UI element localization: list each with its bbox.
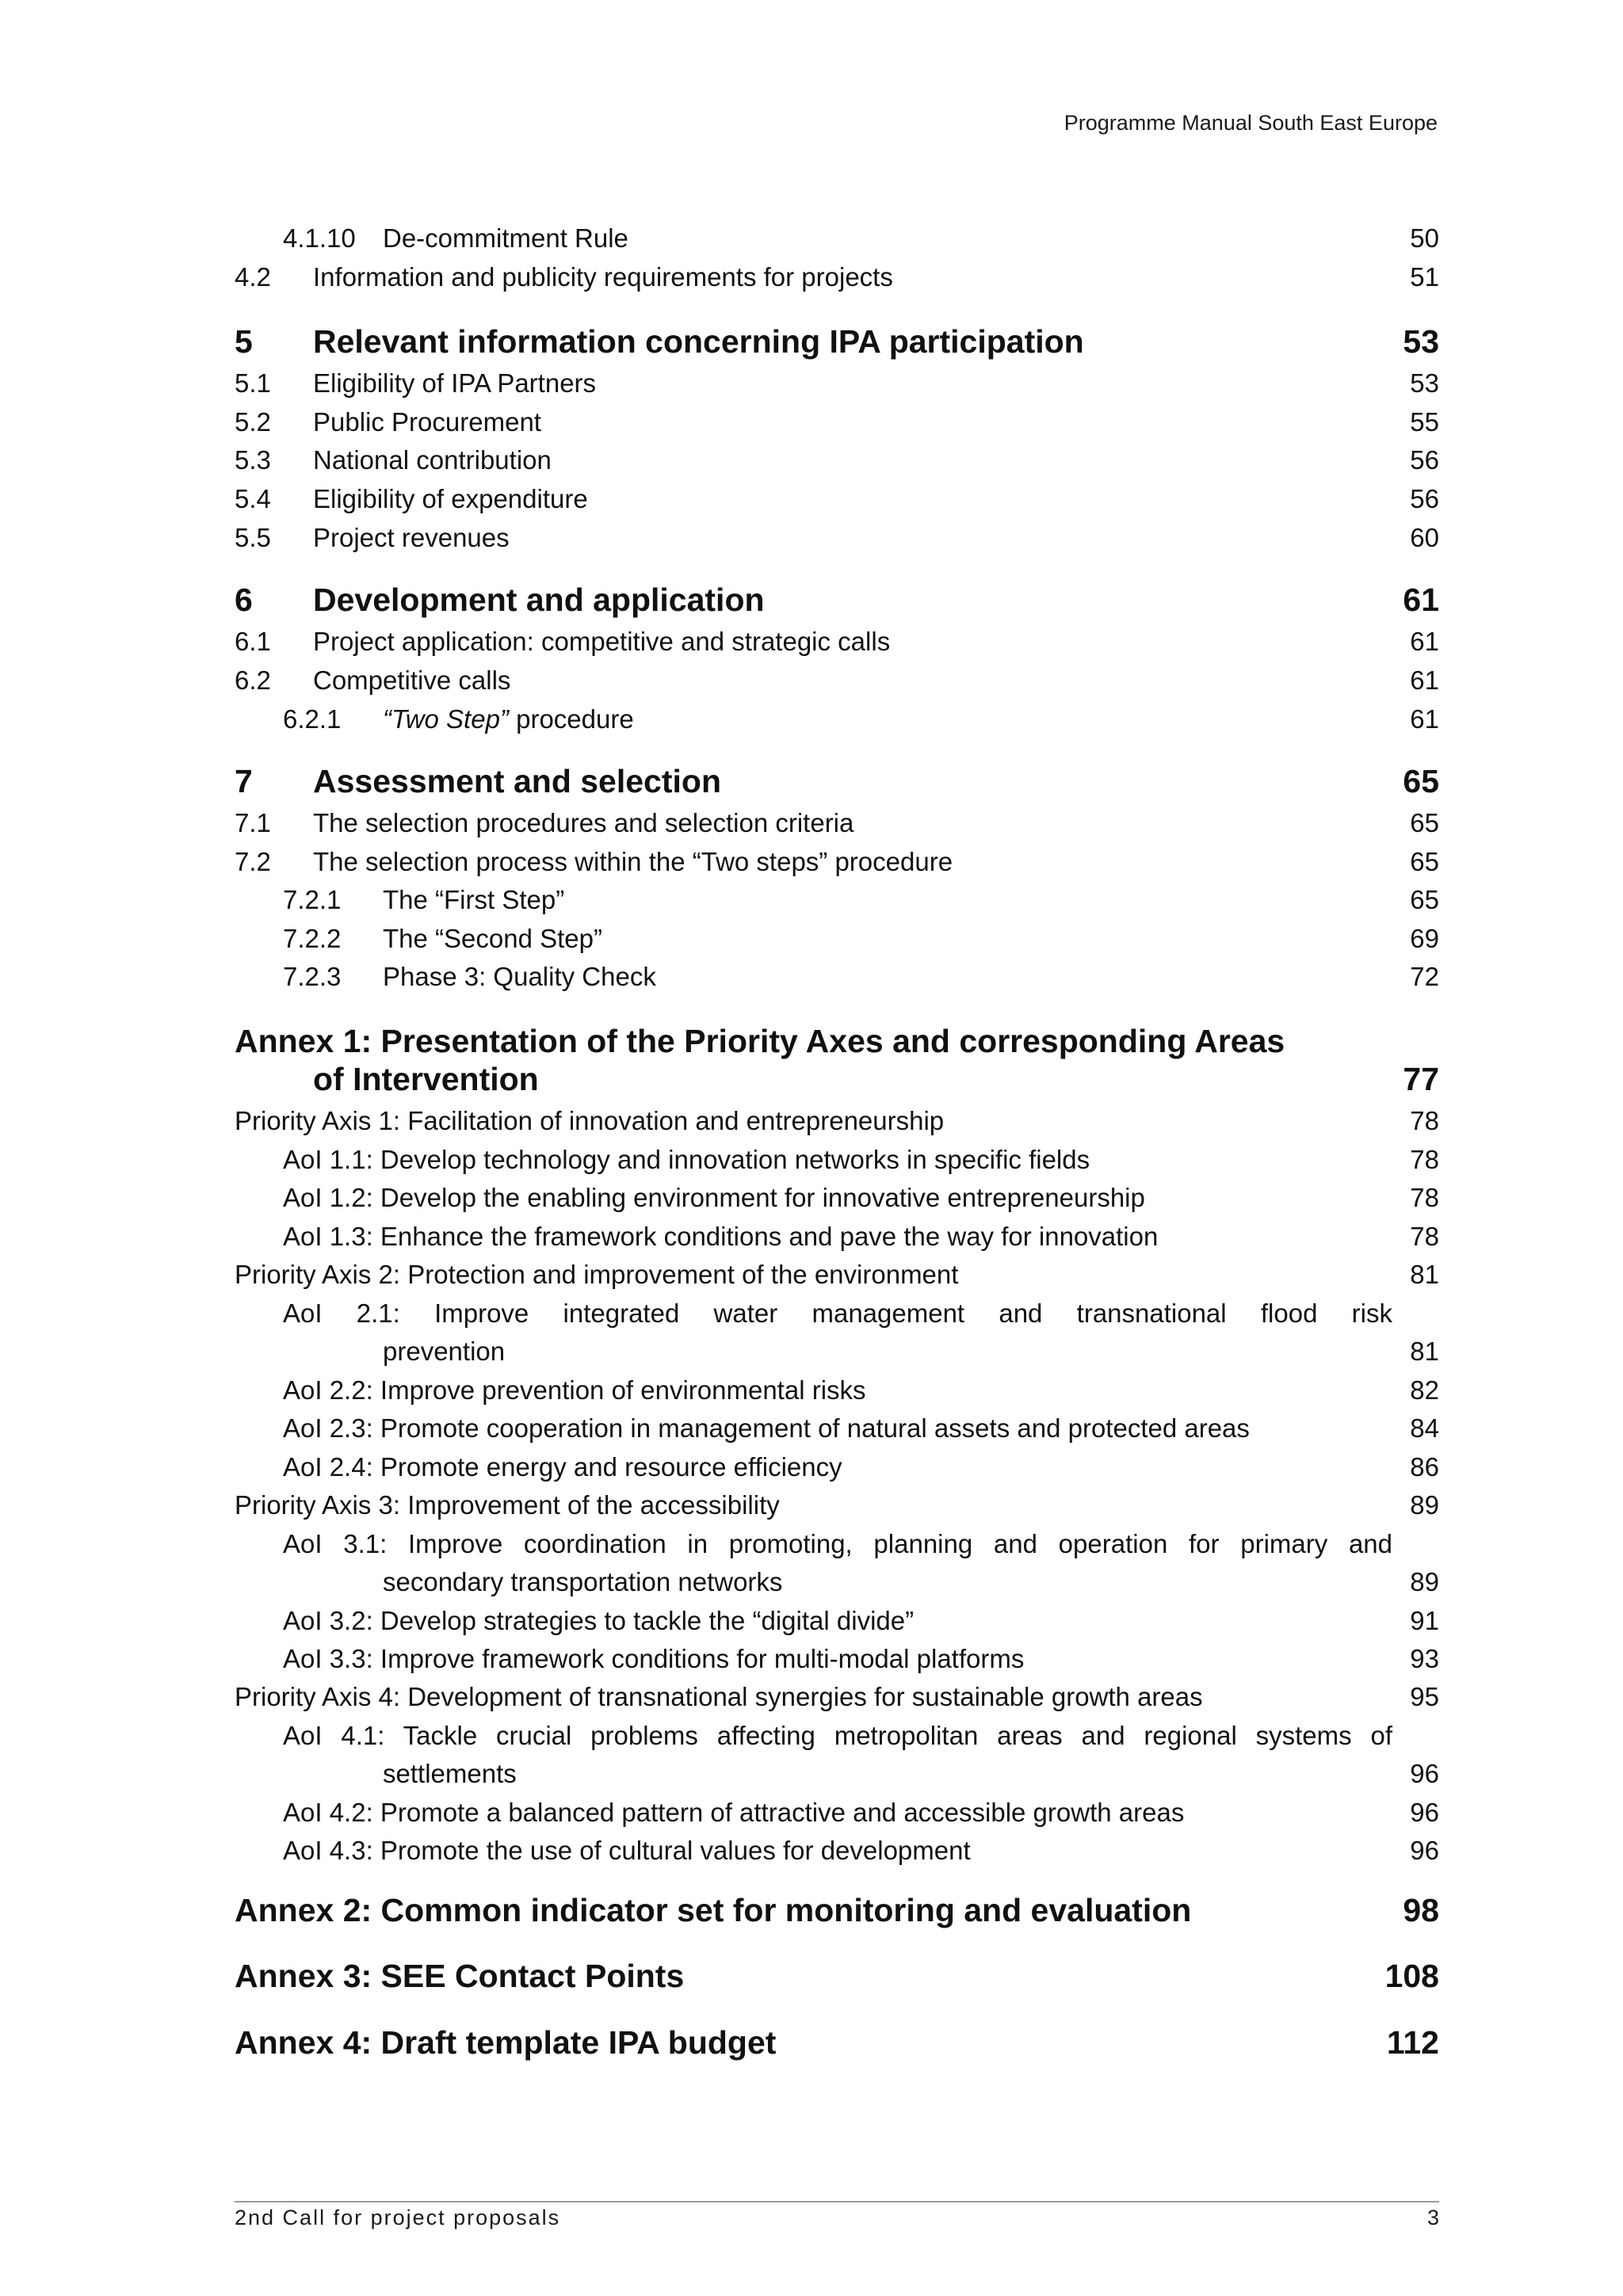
- toc-title: Annex 2: Common indicator set for monitoring and evaluation: [235, 1892, 1192, 1928]
- toc-title: The selection procedures and selection criteria: [313, 808, 854, 837]
- toc-title: AoI 4.1: Tackle crucial problems affecting metropolitan areas and regional systems of: [283, 1721, 1392, 1750]
- toc-page: 72: [1410, 962, 1439, 991]
- toc-title: AoI 2.4: Promote energy and resource efficiency: [283, 1452, 842, 1482]
- toc-title: Information and publicity requirements for projects: [313, 262, 893, 292]
- toc-page: 96: [1410, 1798, 1439, 1827]
- toc-title: Relevant information concerning IPA participation: [313, 323, 1084, 360]
- toc-page: 84: [1410, 1413, 1439, 1443]
- toc-page: 65: [1410, 847, 1439, 876]
- toc-page: 78: [1410, 1145, 1439, 1174]
- toc-page: 61: [1403, 582, 1439, 618]
- toc-page: 65: [1410, 808, 1439, 837]
- toc-title: AoI 3.2: Develop strategies to tackle the “digital divide”: [283, 1606, 915, 1635]
- toc-title: AoI 4.3: Promote the use of cultural values for development: [283, 1836, 971, 1865]
- toc-page: 77: [1403, 1061, 1439, 1097]
- toc-number: 4.2: [235, 262, 271, 292]
- toc-number: 5.1: [235, 368, 271, 398]
- toc-title: Annex 3: SEE Contact Points: [235, 1958, 685, 1994]
- toc-title-continued: of Intervention: [313, 1061, 539, 1097]
- toc-page: 78: [1410, 1183, 1439, 1212]
- toc-number: 7.2: [235, 847, 271, 876]
- toc-number: 7.2.1: [283, 885, 342, 914]
- toc-number: 6: [235, 582, 253, 618]
- toc-title: AoI 1.1: Develop technology and innovation networks in specific fields: [283, 1145, 1090, 1174]
- toc-page: 61: [1410, 627, 1439, 656]
- toc-page: 55: [1410, 407, 1439, 437]
- toc-page: 65: [1410, 885, 1439, 914]
- toc-page: 78: [1410, 1106, 1439, 1135]
- toc-page: 95: [1410, 1682, 1439, 1711]
- toc-page: 91: [1410, 1606, 1439, 1635]
- toc-number: 7.2.3: [283, 962, 342, 991]
- toc-page: 78: [1410, 1222, 1439, 1251]
- toc-title-continued: prevention: [383, 1337, 506, 1366]
- toc-page: 51: [1410, 262, 1439, 292]
- toc-page: 93: [1410, 1644, 1439, 1673]
- toc-title: AoI 3.1: Improve coordination in promoting, planning and operation for primary and: [283, 1529, 1392, 1558]
- toc-page: 61: [1410, 666, 1439, 695]
- toc-page: 65: [1403, 763, 1439, 799]
- toc-number: 7.1: [235, 808, 271, 837]
- toc-number: 5.4: [235, 484, 271, 513]
- toc-title: The selection process within the “Two steps” procedure: [313, 847, 953, 876]
- toc-title: AoI 2.2: Improve prevention of environmental risks: [283, 1375, 866, 1405]
- toc-number: 7: [235, 763, 253, 799]
- toc-title: Project application: competitive and strategic calls: [313, 627, 891, 656]
- toc-title: Public Procurement: [313, 407, 541, 437]
- toc-page: 56: [1410, 445, 1439, 475]
- toc-number: 6.2: [235, 666, 271, 695]
- toc-title-rest: procedure: [508, 704, 634, 734]
- toc-title: Priority Axis 3: Improvement of the accessibility: [235, 1490, 780, 1520]
- toc-number: 5.3: [235, 445, 271, 475]
- toc-number: 6.2.1: [283, 704, 342, 734]
- toc-page: 69: [1410, 924, 1439, 953]
- toc-title: Eligibility of expenditure: [313, 484, 588, 513]
- toc-title: AoI 1.2: Develop the enabling environment for innovative entrepreneurship: [283, 1183, 1145, 1212]
- footer-divider: [235, 2201, 1439, 2203]
- toc-page: 61: [1410, 704, 1439, 734]
- toc-page: 50: [1410, 223, 1439, 253]
- toc-number: 4.1.10: [283, 223, 356, 253]
- toc-title: Priority Axis 2: Protection and improvement of the environment: [235, 1260, 959, 1289]
- toc-page: 53: [1403, 323, 1439, 360]
- toc-page: 81: [1410, 1337, 1439, 1366]
- toc-page: 53: [1410, 368, 1439, 398]
- toc-title: Eligibility of IPA Partners: [313, 368, 597, 398]
- toc-title: AoI 2.1: Improve integrated water management and transnational flood risk: [283, 1299, 1392, 1328]
- toc-title: Annex 4: Draft template IPA budget: [235, 2024, 777, 2061]
- toc-title: Priority Axis 4: Development of transnational synergies for sustainable growth areas: [235, 1682, 1203, 1711]
- toc-title: Competitive calls: [313, 666, 511, 695]
- toc-title-italic: “Two Step”: [383, 704, 509, 734]
- toc-title-continued: settlements: [383, 1759, 517, 1788]
- toc-page: 96: [1410, 1836, 1439, 1865]
- toc-page: 89: [1410, 1567, 1439, 1596]
- toc-title-continued: secondary transportation networks: [383, 1567, 783, 1596]
- toc-page: 98: [1403, 1892, 1439, 1928]
- toc-number: 5.5: [235, 523, 271, 552]
- toc-title: De-commitment Rule: [383, 223, 628, 253]
- toc-title: AoI 2.3: Promote cooperation in management of natural assets and protected areas: [283, 1413, 1250, 1443]
- toc-page: 96: [1410, 1759, 1439, 1788]
- toc-title: AoI 1.3: Enhance the framework conditions and pave the way for innovation: [283, 1222, 1159, 1251]
- toc-page: 60: [1410, 523, 1439, 552]
- toc-title: The “Second Step”: [383, 924, 602, 953]
- toc-title: [383, 704, 634, 735]
- toc-page: 56: [1410, 484, 1439, 513]
- toc-title: Phase 3: Quality Check: [383, 962, 656, 991]
- page-number: 3: [1426, 2206, 1439, 2229]
- toc-number: 5.2: [235, 407, 271, 437]
- toc-page: 89: [1410, 1490, 1439, 1520]
- toc-number: 5: [235, 323, 253, 360]
- toc-title: National contribution: [313, 445, 552, 475]
- toc-title: AoI 4.2: Promote a balanced pattern of attractive and accessible growth areas: [283, 1798, 1185, 1827]
- running-header: Programme Manual South East Europe: [1064, 111, 1438, 135]
- toc-title: Project revenues: [313, 523, 510, 552]
- toc-title: Priority Axis 1: Facilitation of innovation and entrepreneurship: [235, 1106, 945, 1135]
- toc-title: AoI 3.3: Improve framework conditions for multi-modal platforms: [283, 1644, 1025, 1673]
- toc-page: 112: [1386, 2024, 1439, 2061]
- toc-title: Assessment and selection: [313, 763, 721, 799]
- toc-number: 6.1: [235, 627, 271, 656]
- footer-title: 2nd Call for project proposals: [235, 2206, 561, 2229]
- toc-number: 7.2.2: [283, 924, 342, 953]
- toc-page: 86: [1410, 1452, 1439, 1482]
- toc-title: Annex 1: Presentation of the Priority Axes and corresponding Areas: [235, 1023, 1285, 1059]
- toc-page: 81: [1410, 1260, 1439, 1289]
- toc-page: 108: [1384, 1958, 1439, 1994]
- toc-title: Development and application: [313, 582, 765, 618]
- toc-title: The “First Step”: [383, 885, 565, 914]
- toc-page: 82: [1410, 1375, 1439, 1405]
